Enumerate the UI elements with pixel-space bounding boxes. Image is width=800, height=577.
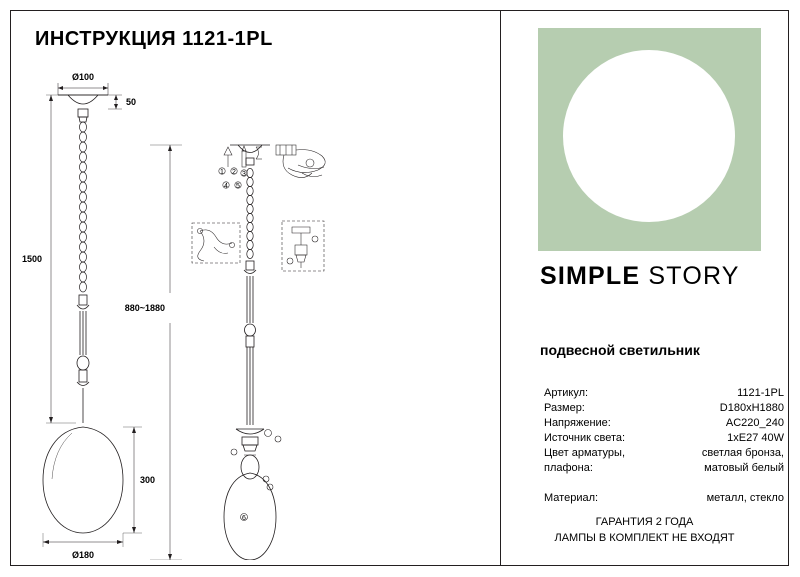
spec-value-size: D180хH1880 xyxy=(719,402,784,414)
footer-bulbs-note: ЛАМПЫ В КОМПЛЕКТ НЕ ВХОДЯТ xyxy=(554,532,735,544)
dim-top-diameter: Ø100 xyxy=(71,72,95,82)
spec-row-size xyxy=(544,401,784,416)
spec-value-article: 1121-1PL xyxy=(737,387,784,399)
dim-shade-height: 300 xyxy=(140,475,156,485)
technical-drawing xyxy=(10,55,500,560)
spec-label-voltage: Напряжение: xyxy=(544,417,611,429)
spec-label-size: Размер: xyxy=(544,402,585,414)
dim-shade-diameter: Ø180 xyxy=(71,550,95,560)
spec-value-color: светлая бронза, матовый белый xyxy=(701,447,784,474)
dim-total-height: 880~1880 xyxy=(124,303,165,313)
lamp-sphere-graphic xyxy=(563,50,735,222)
brand-word-simple: SIMPLE xyxy=(540,262,641,290)
step-label-1: 1 xyxy=(220,169,224,176)
spec-row-light-source xyxy=(544,431,784,446)
step-label-2: 2 xyxy=(232,169,236,176)
spec-row-color xyxy=(544,446,784,476)
step-label-4: 4 xyxy=(224,183,228,190)
spec-label-light-source: Источник света: xyxy=(544,432,626,444)
footer-warranty: ГАРАНТИЯ 2 ГОДА xyxy=(595,516,694,528)
footer-notes xyxy=(500,514,789,546)
spec-label-article: Артикул: xyxy=(544,387,589,399)
step-label-3: 3 xyxy=(242,171,246,178)
vertical-divider xyxy=(500,10,501,566)
spec-row-material xyxy=(544,491,784,506)
spec-value-light-source: 1хE27 40W xyxy=(727,432,784,444)
brand-image-block xyxy=(538,28,761,251)
dim-chain-length: 1500 xyxy=(21,254,42,264)
page-title: ИНСТРУКЦИЯ 1121-1PL xyxy=(35,28,273,50)
step-label-6: 6 xyxy=(242,515,246,522)
spec-row-article xyxy=(544,386,784,401)
spec-label-material: Материал: xyxy=(544,492,599,504)
brand-logo-text xyxy=(540,262,740,291)
product-type-label: подвесной светильник xyxy=(540,342,700,358)
specs-table xyxy=(544,386,784,506)
spec-row-voltage xyxy=(544,416,784,431)
spec-value-voltage: AC220_240 xyxy=(725,417,784,429)
step-label-5: 5 xyxy=(236,183,240,190)
brand-word-story: STORY xyxy=(640,262,740,290)
spec-label-color: Цвет арматуры, плафона: xyxy=(544,447,625,474)
spec-value-material: металл, стекло xyxy=(706,492,784,504)
dim-canopy-height: 50 xyxy=(126,97,137,107)
